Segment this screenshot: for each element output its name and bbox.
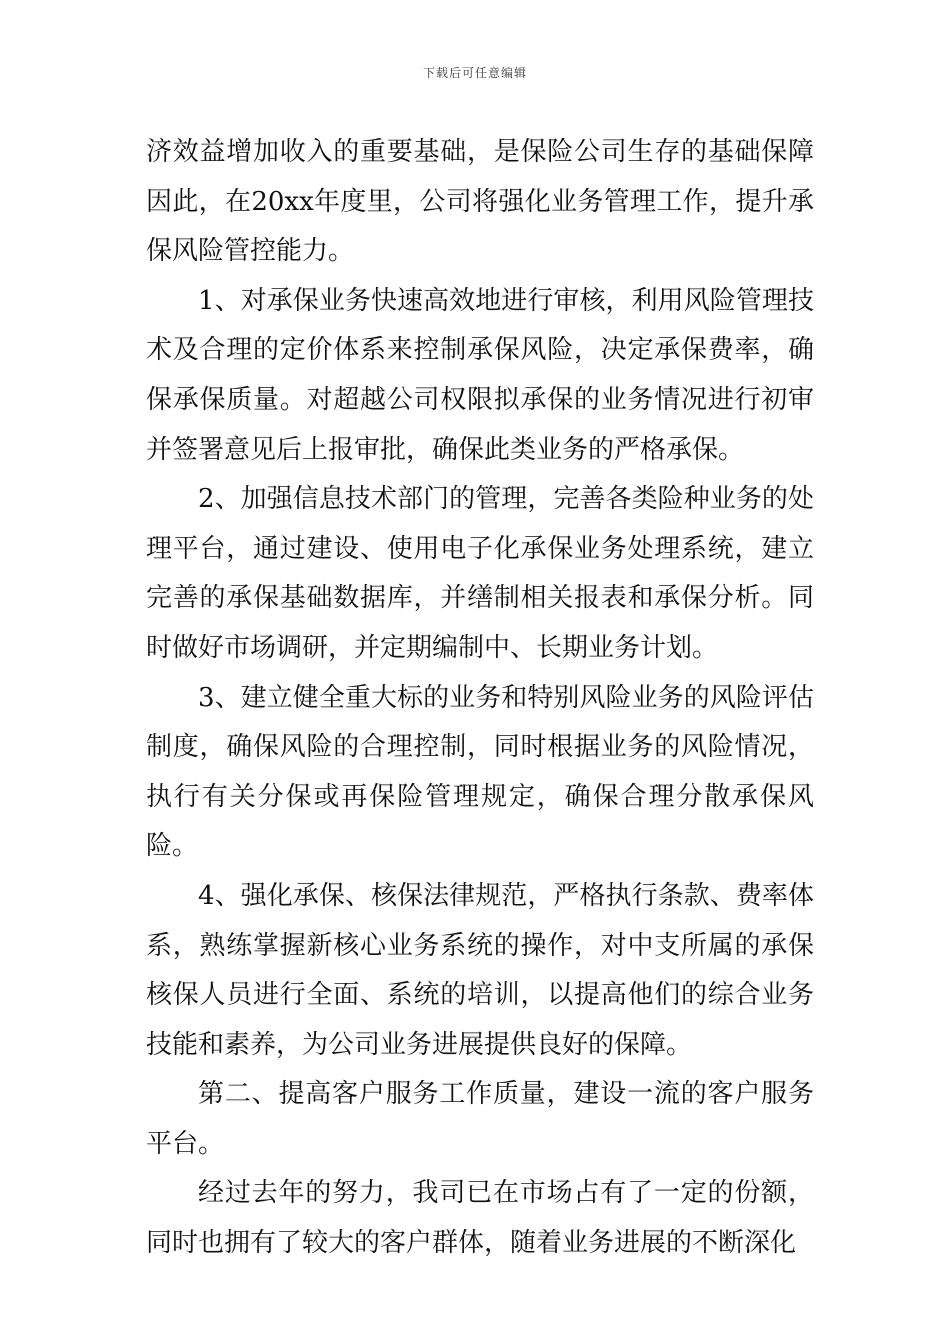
- paragraph: 济效益增加收入的重要基础，是保险公司生存的基础保障因此，在20xx年度里，公司将强化业务管理工作，提升承保风险管控能力。: [146, 137, 814, 267]
- document-body: [146, 128, 814, 1269]
- paragraph: 4、强化承保、核保法律规范，严格执行条款、费率体系，熟练掌握新核心业务系统的操作，对中支所属的承保核保人员进行全面、系统的培训，以提高他们的综合业务技能和素养，为公司业务进展提供良好的保障。: [146, 880, 814, 1060]
- paragraph: 经过去年的努力，我司已在市场占有了一定的份额，同时也拥有了较大的客户群体，随着业务进展的不断深化: [146, 1178, 814, 1259]
- paragraph: 第二、提高客户服务工作质量，建设一流的客户服务平台。: [146, 1079, 814, 1159]
- paragraph: 1、对承保业务快速高效地进行审核，利用风险管理技术及合理的定价体系来控制承保风险，决定承保费率，确保承保质量。对超越公司权限拟承保的业务情况进行初审并签署意见后上报审批，确保此类业务的严格承保。: [146, 285, 814, 465]
- page-header-note: 下载后可任意编辑: [422, 66, 527, 80]
- paragraph: 2、加强信息技术部门的管理，完善各类险种业务的处理平台，通过建设、使用电子化承保业务处理系统，建立完善的承保基础数据库，并缮制相关报表和承保分析。同时做好市场调研，并定期编制中、长期业务计划。: [146, 484, 814, 663]
- paragraph: 3、建立健全重大标的业务和特别风险业务的风险评估制度，确保风险的合理控制，同时根据业务的风险情况，执行有关分保或再保险管理规定，确保合理分散承保风险。: [146, 682, 814, 862]
